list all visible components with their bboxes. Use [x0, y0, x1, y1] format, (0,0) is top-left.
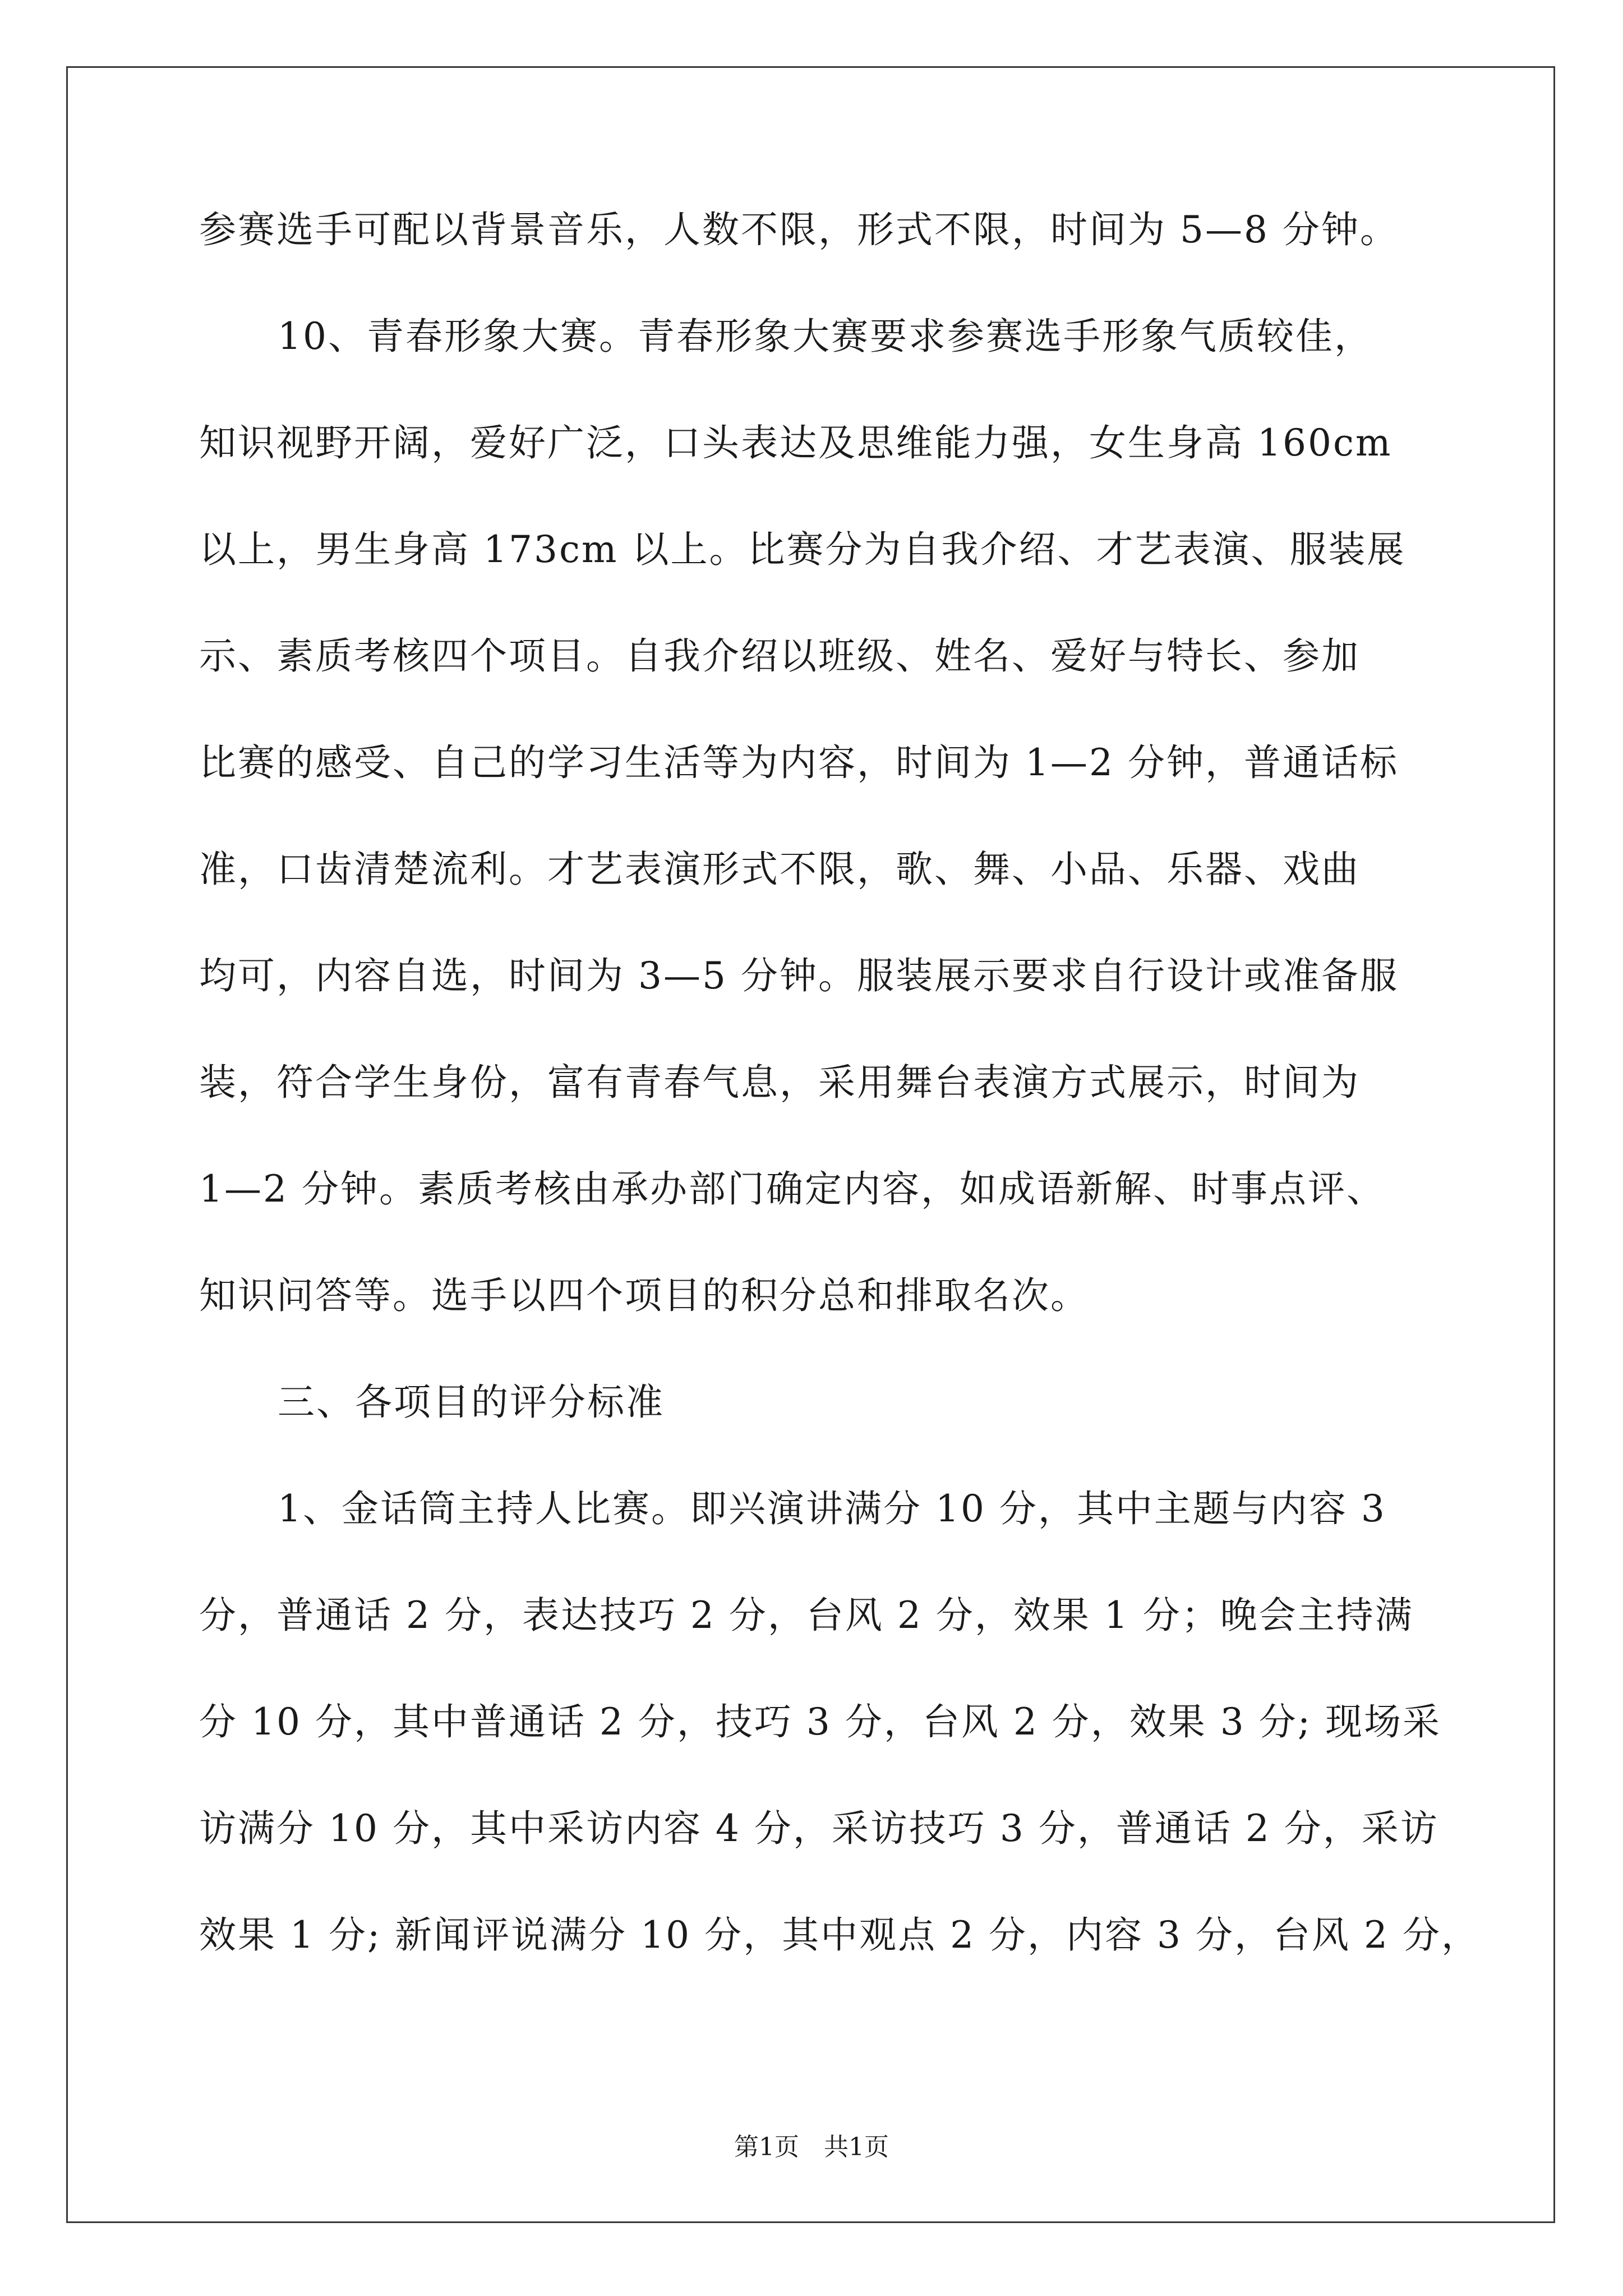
text-line: 分，普通话 2 分，表达技巧 2 分，台风 2 分，效果 1 分；晚会主持满: [199, 1594, 1414, 1637]
text-line: 以上，男生身高 173cm 以上。比赛分为自我介绍、才艺表演、服装展: [199, 528, 1406, 571]
text-line: 访满分 10 分，其中采访内容 4 分，采访技巧 3 分，普通话 2 分，采访: [199, 1807, 1439, 1850]
text-line: 知识视野开阔，爱好广泛，口头表达及思维能力强，女生身高 160cm: [199, 421, 1393, 464]
text-line: 效果 1 分; 新闻评说满分 10 分，其中观点 2 分，内容 3 分，台风 2 分，: [199, 1913, 1480, 1957]
text-line: 知识问答等。选手以四个项目的积分总和排取名次。: [199, 1274, 1089, 1317]
page-border: [66, 66, 1555, 2223]
text-line: 比赛的感受、自己的学习生活等为内容，时间为 1—2 分钟，普通话标: [199, 741, 1399, 784]
page-footer: 第1页 共1页: [734, 2133, 889, 2161]
text-line: 均可，内容自选，时间为 3—5 分钟。服装展示要求自行设计或准备服: [199, 954, 1399, 997]
text-line: 1—2 分钟。素质考核由承办部门确定内容，如成语新解、时事点评、: [199, 1167, 1385, 1211]
text-line: 装，符合学生身份，富有青春气息，采用舞台表演方式展示，时间为: [199, 1061, 1360, 1104]
text-line: 示、素质考核四个项目。自我介绍以班级、姓名、爱好与特长、参加: [199, 634, 1360, 678]
text-line: 准，口齿清楚流利。才艺表演形式不限，歌、舞、小品、乐器、戏曲: [199, 848, 1360, 891]
text-line: 参赛选手可配以背景音乐，人数不限，形式不限，时间为 5—8 分钟。: [199, 208, 1399, 251]
text-line: 10、青春形象大赛。青春形象大赛要求参赛选手形象气质较佳，: [278, 315, 1373, 358]
text-line: 1、金话筒主持人比赛。即兴演讲满分 10 分，其中主题与内容 3: [278, 1487, 1386, 1530]
section-heading: 三、各项目的评分标准: [278, 1381, 665, 1424]
text-line: 分 10 分，其中普通话 2 分，技巧 3 分，台风 2 分，效果 3 分; 现场采: [199, 1700, 1441, 1743]
